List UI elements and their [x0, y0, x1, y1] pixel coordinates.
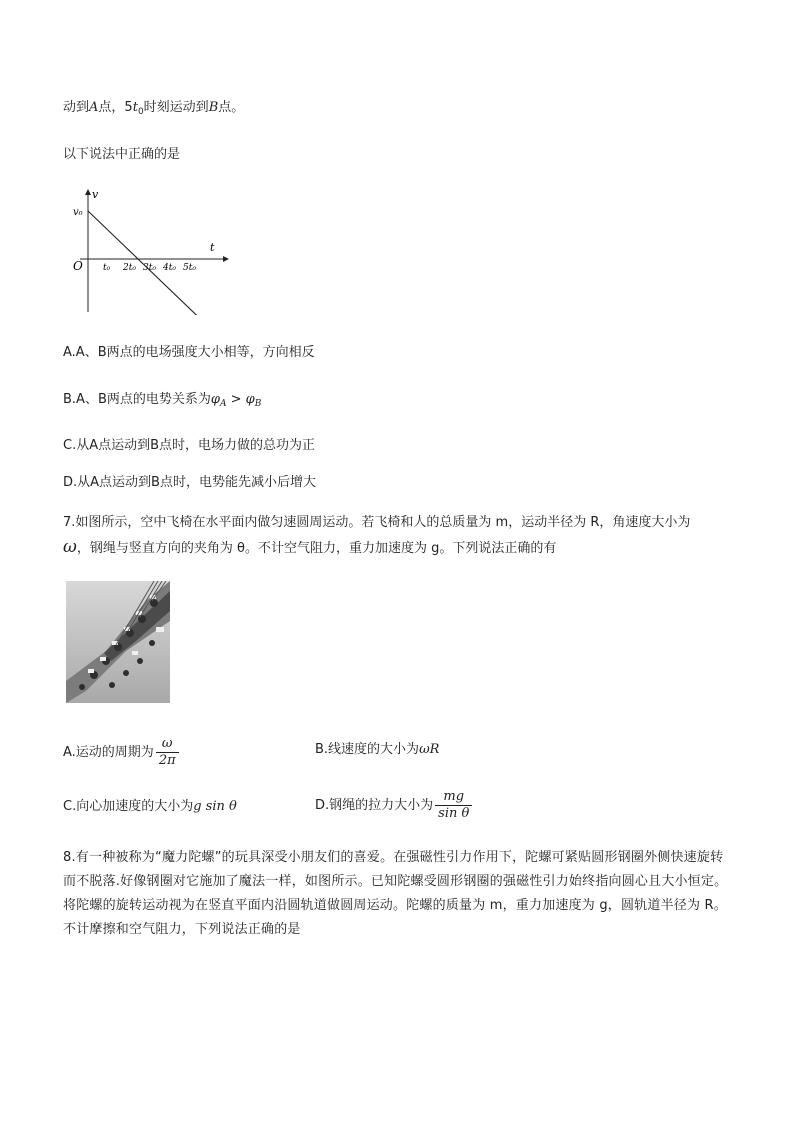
point-a: A	[89, 100, 99, 115]
v0-label: v₀	[73, 207, 83, 218]
flying-chair-photo	[66, 581, 170, 703]
q7-option-c-text: C.向心加速度的大小为	[63, 799, 194, 814]
tension-fraction	[435, 789, 472, 822]
tick-label: 3t₀	[143, 263, 156, 273]
tick-labels	[103, 263, 196, 273]
tick-label: 4t₀	[163, 263, 176, 273]
q6-option-a: A.A、B两点的电场强度大小相等，方向相反	[63, 345, 315, 360]
time-subscript: 0	[137, 107, 144, 117]
omega-r: ωR	[419, 742, 440, 757]
phi-symbol-2: φ	[245, 392, 255, 407]
phi-sub-a: A	[219, 399, 227, 409]
point-b: B	[208, 100, 219, 115]
intro-line	[63, 98, 244, 122]
time-symbol: t	[132, 100, 138, 115]
tick-label: 2t₀	[123, 263, 136, 273]
period-fraction	[156, 736, 179, 769]
q6-option-c: C.从A点运动到B点时，电场力做的总功为正	[63, 438, 316, 453]
q6-option-b	[63, 390, 261, 414]
q7-stem-line1: 7.如图所示，空中飞椅在水平面内做匀速圆周运动。若飞椅和人的总质量为 m，运动半径为 R，角速度大小为	[63, 515, 691, 530]
q7-option-b	[315, 740, 439, 760]
question-prompt: 以下说法中正确的是	[63, 147, 181, 162]
phi-sub-b: B	[254, 399, 262, 409]
fraction-numerator-mg: mg	[435, 789, 472, 806]
velocity-time-graph	[68, 185, 238, 315]
q8-stem: 8.有一种被称为“魔力陀螺”的玩具深受小朋友们的喜爱。在强磁性引力作用下，陀螺可紧贴圆形钢圈外侧快速旋转而不脱落.好像钢圈对它施加了魔法一样，如图所示。已知陀螺受圆形钢圈的强磁性引力始终指向圆心且大小恒定。将陀螺的旋转运动视为在竖直平面内沿圆轨道做圆周运动。陀螺的质量为 m，重力加速度为 g，圆轨道半径为 R。不计摩擦和空气阻力，下列说法正确的是	[63, 850, 728, 937]
intro-text: 动到	[63, 100, 90, 115]
q6-option-b-text: B.A、B两点的电势关系为	[63, 392, 211, 407]
g-sin-theta: g sin θ	[193, 799, 237, 814]
q6-option-d: D.从A点运动到B点时，电势能先减小后增大	[63, 475, 316, 490]
phi-symbol: φ	[210, 392, 220, 407]
fraction-numerator: ω	[156, 736, 179, 753]
q7-stem-line2	[63, 537, 556, 559]
omega-symbol: ω	[63, 537, 77, 557]
q7-option-a	[63, 735, 179, 771]
intro-text-3: 时刻运动到	[143, 100, 209, 115]
greater-than: >	[226, 392, 246, 407]
q7-option-d	[315, 788, 472, 824]
intro-text-2: 点，	[98, 100, 125, 115]
tick-label: t₀	[103, 263, 111, 273]
fraction-denominator: 2π	[158, 753, 176, 768]
q7-option-c	[63, 797, 237, 817]
t-axis-label: t	[210, 241, 215, 254]
tick-label: 5t₀	[183, 263, 196, 273]
v-axis-label: v	[92, 188, 99, 201]
q7-option-d-text: D.钢绳的拉力大小为	[315, 798, 434, 813]
q7-option-a-text: A.运动的周期为	[63, 745, 154, 760]
origin-label: O	[73, 259, 83, 273]
fraction-denominator-sin: sin θ	[438, 806, 470, 821]
time-multiplier: 5	[124, 100, 133, 115]
q7-option-b-text: B.线速度的大小为	[315, 742, 420, 757]
q7-stem-text: ，钢绳与竖直方向的夹角为 θ。不计空气阻力，重力加速度为 g。下列说法正确的有	[76, 541, 557, 556]
intro-text-4: 点。	[218, 100, 245, 115]
